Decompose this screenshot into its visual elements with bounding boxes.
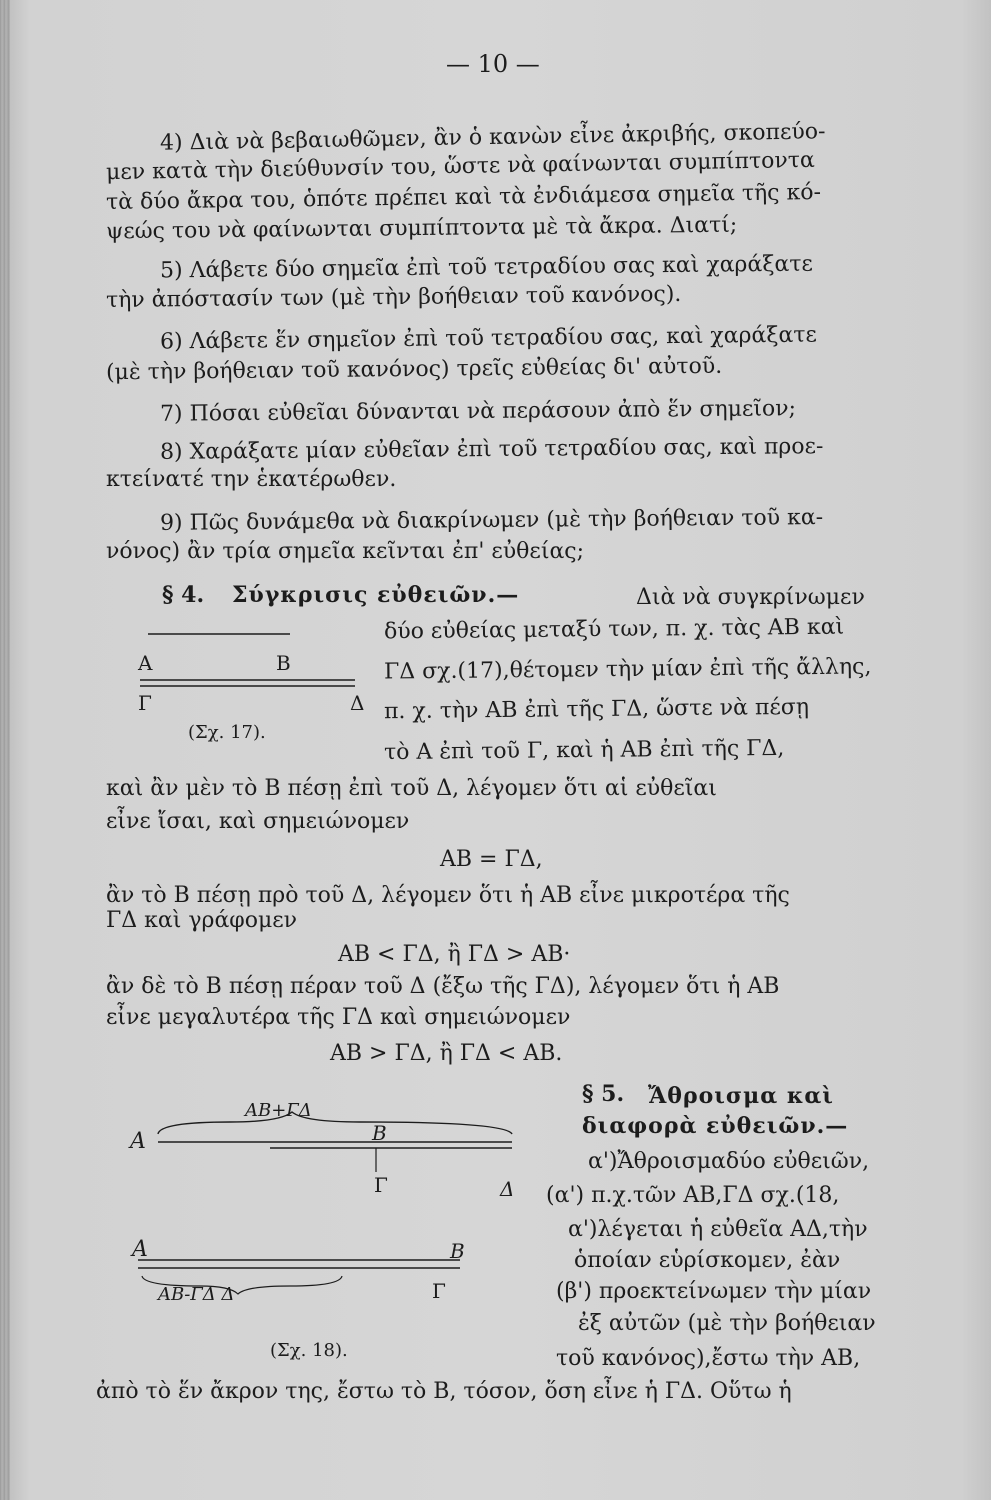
label-a: Α: [132, 1237, 148, 1262]
text-line: ἀπὸ τὸ ἕν ἄκρον της, ἔστω τὸ Β, τόσον, ὅση εἶνε ἡ ΓΔ. Οὕτω ἡ: [96, 1379, 792, 1404]
text-line: ἂν δὲ τὸ Β πέσῃ πέραν τοῦ Δ (ἔξω τῆς ΓΔ), λέγομεν ὅτι ἡ ΑΒ: [106, 974, 780, 999]
text-line: 4) Διὰ νὰ βεβαιωθῶμεν, ἂν ὁ κανὼν εἶνε ἀκριβής, σκοπεύο-: [159, 119, 826, 156]
text-line: (β') προεκτείνωμεν τὴν μίαν: [556, 1279, 872, 1304]
text-line: δύο εὐθείας μεταξύ των, π. χ. τὰς ΑΒ καὶ: [383, 614, 845, 645]
text-line: καὶ ἂν μὲν τὸ Β πέσῃ ἐπὶ τοῦ Δ, λέγομεν ὅτι αἱ εὐθεῖαι: [106, 776, 717, 801]
label-b: Β: [372, 1121, 387, 1145]
label-a: Α: [130, 1129, 146, 1154]
section-title: Σύγκρισις εὐθειῶν.—: [232, 582, 520, 608]
section-number: § 5.: [582, 1081, 625, 1107]
label-g: Γ: [138, 691, 152, 715]
text-line: τὴν ἀπόστασίν των (μὲ τὴν βοήθειαν τοῦ κανόνος).: [105, 281, 682, 314]
text-line: κτείνατέ την ἑκατέρωθεν.: [106, 467, 397, 492]
text-line: τὰ δύο ἄκρα του, ὁπότε πρέπει καὶ τὰ ἐνδιάμεσα σημεῖα τῆς κό-: [105, 180, 822, 215]
text-line: π. χ. τὴν ΑΒ ἐπὶ τῆς ΓΔ, ὥστε νὰ πέσῃ: [383, 694, 810, 725]
text-line: ψεώς του νὰ φαίνωνται συμπίπτοντα μὲ τὰ ἄκρα. Διατί;: [105, 212, 738, 245]
label-b: Β: [450, 1239, 465, 1263]
label-g: Γ: [374, 1173, 388, 1197]
figure-caption: (Σχ. 17).: [188, 722, 266, 743]
text-line: ΓΔ καὶ γράφομεν: [106, 908, 298, 933]
text-line: ΓΔ σχ.(17),θέτομεν τὴν μίαν ἐπὶ τῆς ἄλλης,: [383, 654, 872, 685]
text-line: ἐξ αὐτῶν (μὲ τὴν βοήθειαν: [578, 1311, 876, 1336]
text-line: ἂν τὸ Β πέσῃ πρὸ τοῦ Δ, λέγομεν ὅτι ἡ ΑΒ εἶνε μικροτέρα τῆς: [106, 883, 790, 908]
text-line: 6) Λάβετε ἕν σημεῖον ἐπὶ τοῦ τετραδίου σας, καὶ χαράξατε: [159, 322, 818, 355]
label-g: Γ: [432, 1279, 446, 1303]
text-line: 5) Λάβετε δύο σημεῖα ἐπὶ τοῦ τετραδίου σας καὶ χαράξατε: [159, 251, 813, 284]
text-line: τὸ Α ἐπὶ τοῦ Γ, καὶ ἡ ΑΒ ἐπὶ τῆς ΓΔ,: [383, 735, 785, 766]
figure-17: [130, 610, 380, 750]
text-line: (μὲ τὴν βοήθειαν τοῦ κανόνος) τρεῖς εὐθείας δι' αὐτοῦ.: [105, 353, 723, 386]
label-d: Δ: [500, 1177, 515, 1201]
equation-equal: ΑΒ = ΓΔ,: [440, 847, 543, 872]
label-b: Β: [276, 651, 291, 675]
text-line: τοῦ κανόνος),ἔστω τὴν ΑΒ,: [556, 1346, 861, 1371]
text-line: νόνος) ἂν τρία σημεῖα κεῖνται ἐπ' εὐθείας;: [106, 539, 585, 564]
section-title: διαφορὰ εὐθειῶν.—: [582, 1113, 849, 1139]
figure-18: [120, 1088, 550, 1373]
text-line: Διὰ νὰ συγκρίνωμεν: [636, 585, 865, 610]
sum-label: ΑΒ+ΓΔ: [245, 1100, 312, 1121]
text-line: εἶνε μεγαλυτέρα τῆς ΓΔ καὶ σημειώνομεν: [106, 1005, 571, 1030]
equation-greater: ΑΒ > ΓΔ, ἢ ΓΔ < ΑΒ.: [330, 1041, 563, 1066]
text-line: μεν κατὰ τὴν διεύθυνσίν του, ὥστε νὰ φαίνωνται συμπίπτοντα: [105, 147, 816, 186]
text-line: 8) Χαράξατε μίαν εὐθεῖαν ἐπὶ τοῦ τετραδίου σας, καὶ προε-: [159, 434, 824, 465]
difference-label: ΑΒ-ΓΔ Δ: [158, 1284, 235, 1305]
label-a: Α: [138, 651, 153, 675]
text-line: 7) Πόσαι εὐθεῖαι δύνανται νὰ περάσουν ἀπὸ ἕν σημεῖον;: [159, 396, 797, 427]
text-line: ὁποίαν εὑρίσκομεν, ἐὰν: [574, 1248, 841, 1273]
page-number: — 10 —: [446, 50, 540, 78]
text-line: (α') π.χ.τῶν ΑΒ,ΓΔ σχ.(18,: [546, 1183, 840, 1208]
text-line: 9) Πῶς δυνάμεθα νὰ διακρίνωμεν (μὲ τὴν βοήθειαν τοῦ κα-: [159, 505, 824, 536]
page-edge: [0, 0, 10, 1500]
text-line: εἶνε ἴσαι, καὶ σημειώνομεν: [106, 809, 410, 834]
section-title: Ἄθροισμα καὶ: [648, 1083, 834, 1109]
sum-brace: [158, 1112, 512, 1134]
section-number: § 4.: [162, 582, 205, 608]
text-line: α')Ἄθροισμαδύο εὐθειῶν,: [588, 1149, 870, 1174]
figure-caption: (Σχ. 18).: [270, 1340, 348, 1361]
label-d: Δ: [350, 691, 365, 715]
equation-less: ΑΒ < ΓΔ, ἢ ΓΔ > ΑΒ·: [338, 942, 571, 967]
text-line: α')λέγεται ἡ εὐθεῖα ΑΔ,τὴν: [568, 1217, 868, 1242]
